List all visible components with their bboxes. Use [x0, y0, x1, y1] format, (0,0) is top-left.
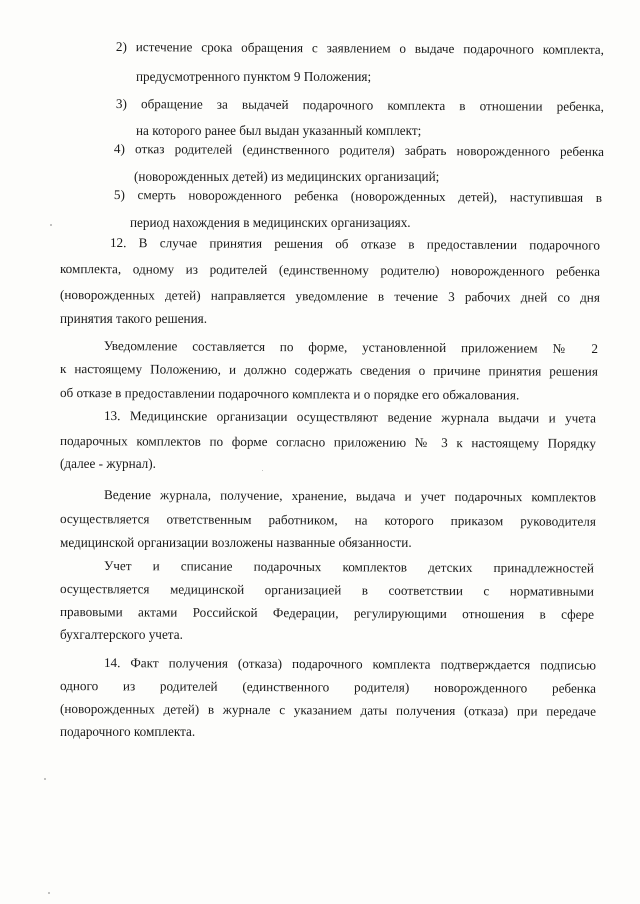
text-line: (новорожденных детей) в журнале с указанием даты получения (отказа) при передаче — [59, 701, 596, 719]
text-line: принятия такого решения. — [60, 311, 208, 326]
text-line: 12. В случае принятия решения об отказе в предоставлении подарочного — [109, 235, 600, 253]
text-line: 5) смерть новорожденного ребенка (новорожденных детей), наступившая в — [113, 187, 602, 205]
text-line: подарочного комплекта. — [60, 724, 196, 739]
text-line: (далее - журнал). — [60, 456, 156, 471]
text-line: Ведение журнала, получение, хранение, выдача и учет подарочных комплектов — [103, 487, 596, 505]
text-line: к настоящему Положению, и должно содержать сведения о причине принятия решения — [59, 361, 598, 379]
text-line: (новорожденных детей) из медицинских организаций; — [134, 169, 440, 184]
text-line: 14. Факт получения (отказа) подарочного комплекта подтверждается подписью — [103, 655, 596, 673]
text-line: Учет и списание подарочных комплектов детских принадлежностей — [103, 558, 594, 576]
text-line: осуществляется медицинской организацией в соответствии с нормативными — [59, 581, 594, 599]
scan-speck — [48, 892, 50, 894]
text-line: Уведомление составляется по форме, установленной приложением № 2 — [103, 338, 598, 357]
text-line: 3) обращение за выдачей подарочного комплекта в отношении ребенка, — [115, 96, 604, 114]
text-line: предусмотренного пунктом 9 Положения; — [136, 69, 372, 84]
text-line: одного из родителей (единственного родителя) новорожденного ребенка — [59, 678, 596, 696]
text-line: (новорожденных детей) направляется уведомление в течение 3 рабочих дней со дня — [59, 287, 600, 305]
text-line: комплекта, одному из родителей (единственному родителю) новорожденного ребенка — [59, 261, 600, 279]
text-line: подарочных комплектов по форме согласно приложению № 3 к настоящему Порядку — [59, 433, 596, 451]
text-line: 13. Медицинские организации осуществляют ведение журнала выдачи и учета — [103, 408, 596, 426]
text-line: правовыми актами Российской Федерации, регулирующими отношения в сфере — [59, 604, 594, 622]
scan-speck — [50, 224, 52, 226]
scan-speck — [44, 778, 46, 780]
text-line: осуществляется ответственным работником, на которого приказом руководителя — [59, 511, 596, 529]
text-line: на которого ранее был выдан указанный комплект; — [136, 123, 422, 138]
text-line: 4) отказ родителей (единственного родителя) забрать новорожденного ребенка — [113, 141, 604, 159]
text-line: об отказе в предоставлении подарочного комплекта и о порядке его обжалования. — [59, 385, 520, 403]
text-line: медицинской организации возложены названные обязанности. — [60, 535, 412, 550]
text-line: бухгалтерского учета. — [60, 627, 183, 642]
scan-speck — [262, 470, 263, 471]
text-line: 2) истечение срока обращения с заявлением о выдаче подарочного комплекта, — [115, 39, 604, 57]
text-line: период нахождения в медицинских организациях. — [130, 215, 411, 230]
